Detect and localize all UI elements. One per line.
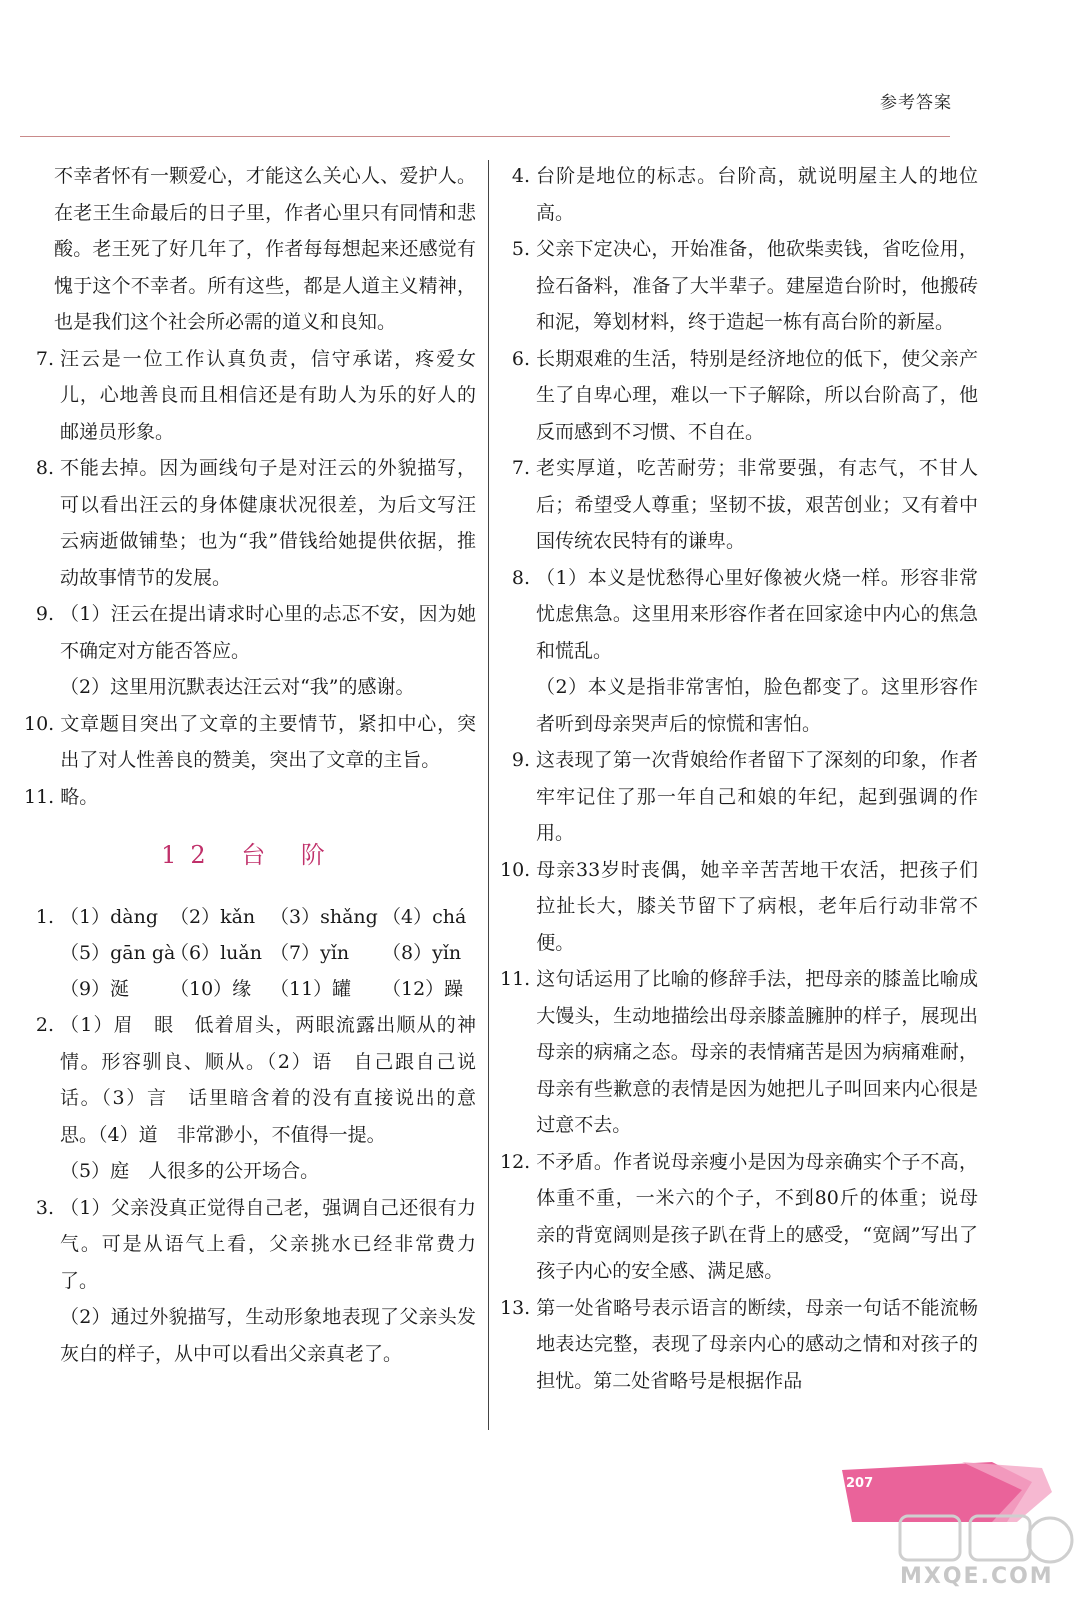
pinyin-entry: （4）chá — [382, 906, 467, 928]
sub-answer-2: （2）这里用沉默表达汪云对“我”的感谢。 — [60, 676, 415, 698]
item-text — [60, 596, 476, 706]
item-number: 5. — [511, 238, 530, 260]
item-text — [60, 1007, 476, 1190]
item-text — [536, 560, 978, 743]
item-text: 略。 — [60, 785, 99, 808]
item-text: 文章题目突出了文章的主要情节，紧扣中心，突出了对人性善良的赞美，突出了文章的主旨。 — [60, 712, 476, 771]
answer-item-8 — [24, 450, 476, 596]
pinyin-entry: （10）缘 — [170, 978, 252, 1000]
item-text — [60, 899, 492, 1007]
answer-item-s3 — [24, 1190, 476, 1373]
item-text — [60, 1190, 476, 1373]
item-number: 6. — [511, 347, 530, 370]
answer-item-r8 — [500, 560, 978, 743]
pinyin-entry: （6）luǎn — [170, 942, 262, 964]
answer-item-r4 — [500, 158, 978, 231]
sub-answer-1: （1）眉 眼 低着眉头，两眼流露出顺从的神情。形容驯良、顺从。（2）语 自己跟自己说话。（3）言 话里暗含着的没有直接说出的意思。（4）道 非常渺小，不值得一提。 — [60, 1014, 476, 1146]
item-number: 13. — [500, 1296, 531, 1319]
item-text: 这句话运用了比喻的修辞手法，把母亲的膝盖比喻成大馒头，生动地描绘出母亲膝盖臃肿的样子，展现出母亲的病痛之态。母亲的表情痛苦是因为病痛难耐，母亲有些歉意的表情是因为她把儿子叫回来内心很是过意不去。 — [536, 968, 978, 1136]
item-number: 9. — [511, 749, 530, 771]
item-number: 10. — [500, 858, 531, 881]
item-number: 8. — [35, 457, 54, 479]
item-text: 父亲下定决心，开始准备，他砍柴卖钱，省吃俭用，捡石备料，准备了大半辈子。建屋造台阶时，他搬砖和泥，筹划材料，终于造起一栋有高台阶的新屋。 — [536, 238, 978, 333]
answer-item-9 — [24, 596, 476, 706]
pinyin-entry: （8）yǐn — [382, 942, 462, 964]
answer-item-r11 — [500, 961, 978, 1144]
column-divider — [488, 160, 489, 1430]
header-rule — [20, 136, 950, 137]
item-text: 长期艰难的生活，特别是经济地位的低下，使父亲产生了自卑心理，难以一下子解除，所以台阶高了，他反而感到不习惯、不自在。 — [536, 347, 978, 443]
answer-item-r12 — [500, 1144, 978, 1290]
item-text: 母亲33岁时丧偶，她辛辛苦苦地干农活，把孩子们拉扯长大，膝关节留下了病根，老年后行动非常不便。 — [536, 858, 978, 954]
item-number: 7. — [511, 457, 530, 479]
pinyin-entry: （7）yǐn — [270, 942, 350, 964]
item-number: 8. — [511, 566, 530, 589]
sub-answer-2: （2）本义是指非常害怕，脸色都变了。这里形容作者听到母亲哭声后的惊慌和害怕。 — [536, 676, 978, 735]
page-number: 207 — [846, 1476, 874, 1491]
sub-answer-2: （5）庭 人很多的公开场合。 — [60, 1160, 320, 1182]
item-number: 11. — [500, 968, 531, 990]
answer-item-r6 — [500, 341, 978, 451]
pinyin-entry: （1）dàng — [60, 906, 158, 928]
answer-item-r7 — [500, 450, 978, 560]
sub-answer-1: （1）汪云在提出请求时心里的忐忑不安，因为她不确定对方能否答应。 — [60, 603, 476, 662]
item-number: 1. — [35, 906, 54, 928]
sub-answer-1: （1）本义是忧愁得心里好像被火烧一样。形容非常忧虑焦急。这里用来形容作者在回家途中内心的焦急和慌乱。 — [536, 566, 978, 662]
answer-item-s2 — [24, 1007, 476, 1190]
pinyin-grid — [60, 899, 492, 1007]
answer-item-7 — [24, 341, 476, 451]
pinyin-entry: （5）gān gà — [60, 942, 176, 964]
answer-item-r13 — [500, 1290, 978, 1400]
sub-answer-1: （1）父亲没真正觉得自己老，强调自己还很有力气。可是从语气上看，父亲挑水已经非常费力了。 — [60, 1196, 476, 1292]
answer-item-r10 — [500, 852, 978, 962]
item-text: 老实厚道，吃苦耐劳；非常要强，有志气，不甘人后；希望受人尊重；坚韧不拔，艰苦创业；又有着中国传统农民特有的谦卑。 — [536, 457, 978, 552]
item-number: 7. — [35, 347, 54, 370]
pinyin-entry: （9）涎 — [60, 978, 130, 1000]
watermark-text: MXQE.COM — [900, 1564, 1054, 1589]
sub-answer-2: （2）通过外貌描写，生动形象地表现了父亲头发灰白的样子，从中可以看出父亲真老了。 — [60, 1306, 476, 1365]
item-text: 第一处省略号表示语言的断续，母亲一句话不能流畅地表达完整，表现了母亲内心的感动之情和对孩子的担忧。第二处省略号是根据作品 — [536, 1296, 978, 1392]
answer-item-11 — [24, 779, 476, 816]
pinyin-entry: （2）kǎn — [170, 906, 256, 928]
item-text: 不矛盾。作者说母亲瘦小是因为母亲确实个子不高，体重不重，一米六的个子，不到80斤的体重；说母亲的背宽阔则是孩子趴在背上的感受，“宽阔”写出了孩子内心的安全感、满足感。 — [536, 1150, 978, 1282]
item-number: 4. — [511, 165, 530, 187]
pinyin-entry: （12）躁 — [382, 978, 464, 1000]
left-column — [24, 158, 476, 1372]
answer-item-s1 — [24, 899, 476, 1007]
pinyin-entry: （11）罐 — [270, 978, 352, 1000]
item-number: 9. — [35, 603, 54, 625]
item-text: 这表现了第一次背娘给作者留下了深刻的印象，作者牢牢记住了那一年自己和娘的年纪，起到强调的作用。 — [536, 749, 978, 844]
item-text: 汪云是一位工作认真负责，信守承诺，疼爱女儿，心地善良而且相信还是有助人为乐的好人的邮递员形象。 — [60, 347, 476, 443]
item-number: 2. — [35, 1014, 54, 1036]
section-title: 12 台 阶 — [161, 841, 339, 869]
item-text: 台阶是地位的标志。台阶高，就说明屋主人的地位高。 — [536, 165, 978, 224]
pinyin-entry: （3）shǎng — [270, 906, 378, 928]
item-number: 11. — [24, 785, 55, 808]
answer-item-r5 — [500, 231, 978, 341]
item-number: 12. — [500, 1150, 531, 1173]
item-text: 不能去掉。因为画线句子是对汪云的外貌描写，可以看出汪云的身体健康状况很差，为后文写汪云病逝做铺垫；也为“我”借钱给她提供依据，推动故事情节的发展。 — [60, 457, 476, 589]
continued-answer: 不幸者怀有一颗爱心，才能这么关心人、爱护人。在老王生命最后的日子里，作者心里只有同情和悲酸。老王死了好几年了，作者每每想起来还感觉有愧于这个不幸者。所有这些，都是人道主义精神，也是我们这个社会所必需的道义和良知。 — [54, 165, 476, 333]
item-number: 10. — [24, 712, 55, 735]
item-number: 3. — [35, 1196, 54, 1219]
header-label: 参考答案 — [880, 93, 952, 113]
answer-item-r9 — [500, 742, 978, 852]
answer-item-10 — [24, 706, 476, 779]
right-column — [500, 158, 978, 1399]
